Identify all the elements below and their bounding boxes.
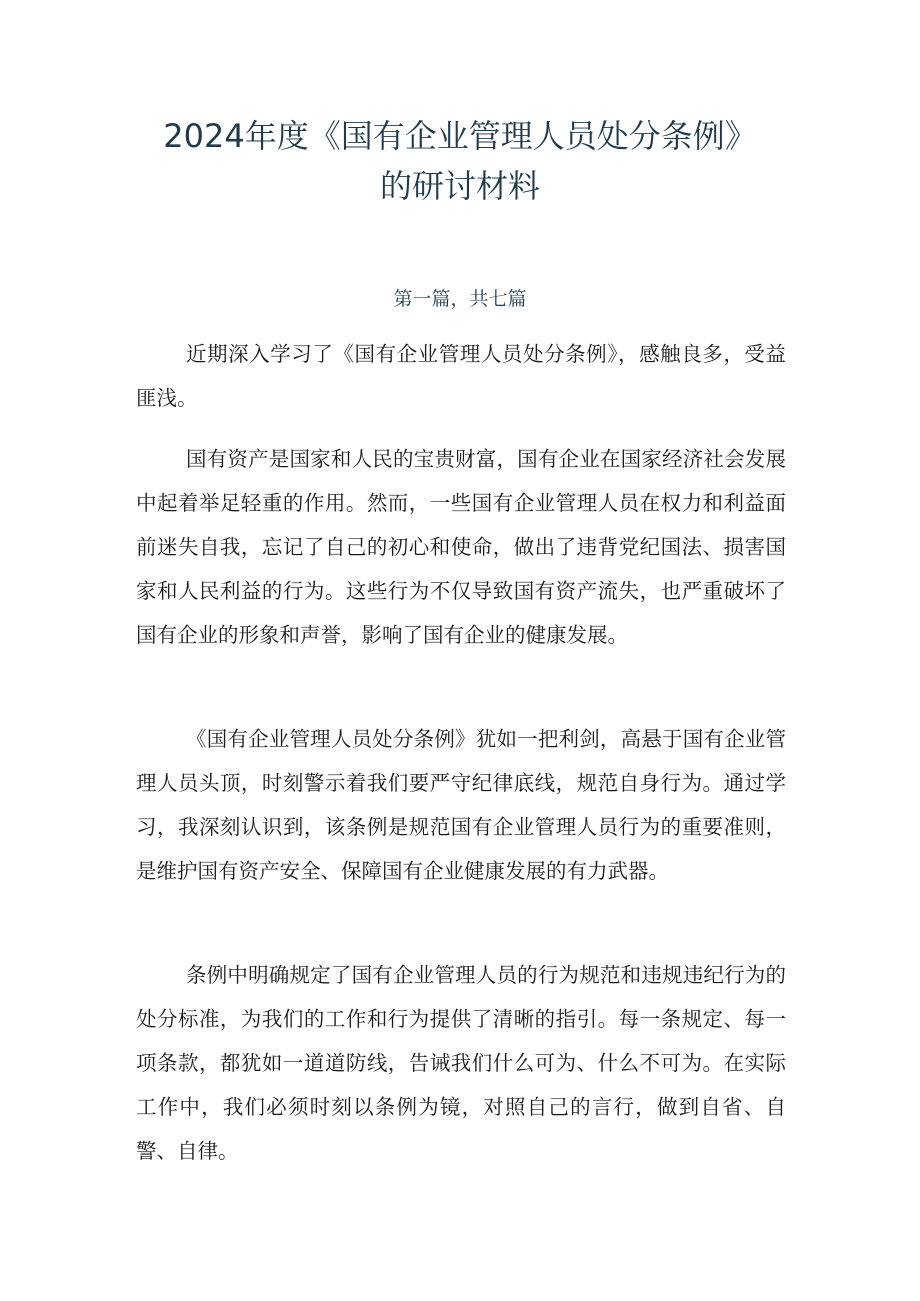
paragraph-2: 国有资产是国家和人民的宝贵财富，国有企业在国家经济社会发展中起着举足轻重的作用。然而，一些国有企业管理人员在权力和利益面前迷失自我，忘记了自己的初心和使命，做出了违背党纪国法、损害国家和人民利益的行为。这些行为不仅导致国有资产流失，也严重破坏了国有企业的形象和声誉，影响了国有企业的健康发展。 [136,447,786,647]
paragraph-3: 《国有企业管理人员处分条例》犹如一把利剑，高悬于国有企业管理人员头顶，时刻警示着我们要严守纪律底线，规范自身行为。通过学习，我深刻认识到，该条例是规范国有企业管理人员行为的重要准则，是维护国有资产安全、保障国有企业健康发展的有力武器。 [136,727,786,883]
document-title-line-1: 2024年度《国有企业管理人员处分条例》 [163,117,757,155]
section-heading: 第一篇，共七篇 [393,288,527,310]
paragraph-4: 条例中明确规定了国有企业管理人员的行为规范和违规违纪行为的处分标准，为我们的工作和行为提供了清晰的指引。每一条规定、每一项条款，都犹如一道道防线，告诫我们什么可为、什么不可为。在实际工作中，我们必须时刻以条例为镜，对照自己的言行，做到自省、自警、自律。 [136,963,786,1163]
document-title-line-2: 的研讨材料 [379,167,540,205]
paragraph-1: 近期深入学习了《国有企业管理人员处分条例》，感触良多，受益匪浅。 [136,342,786,410]
